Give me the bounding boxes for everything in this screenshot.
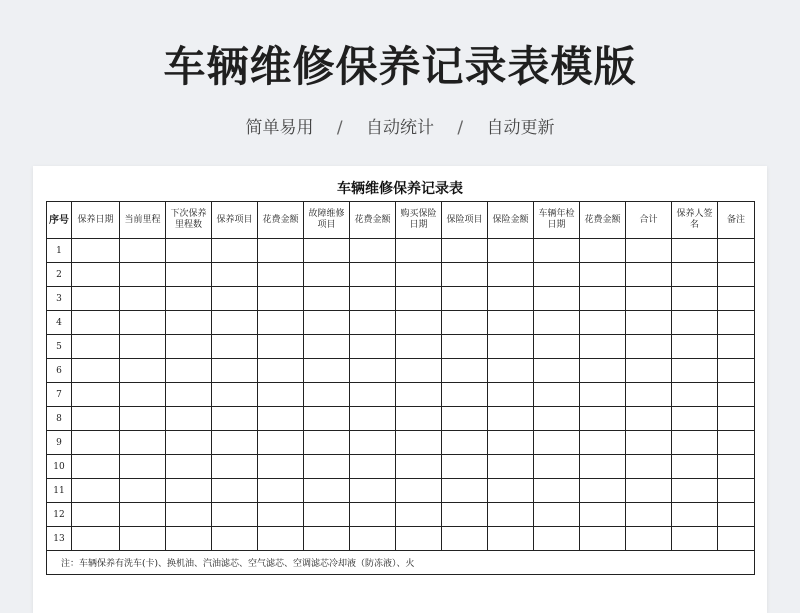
- table-cell[interactable]: [258, 503, 304, 527]
- table-cell[interactable]: [120, 383, 166, 407]
- table-cell[interactable]: [672, 527, 718, 551]
- column-header: 当前里程: [120, 202, 166, 239]
- table-cell[interactable]: [120, 335, 166, 359]
- table-cell[interactable]: [718, 503, 755, 527]
- table-cell[interactable]: [166, 503, 212, 527]
- table-note: 注：车辆保养有洗车(卡)、换机油、汽油滤芯、空气滤芯、空调滤芯冷却液（防冻液）、火: [47, 551, 755, 575]
- column-header: 合计: [626, 202, 672, 239]
- table-cell[interactable]: [166, 263, 212, 287]
- table-cell[interactable]: [304, 287, 350, 311]
- table-cell[interactable]: [396, 527, 442, 551]
- table-cell[interactable]: [258, 383, 304, 407]
- table-cell[interactable]: [672, 383, 718, 407]
- table-cell[interactable]: [258, 407, 304, 431]
- table-cell[interactable]: [396, 239, 442, 263]
- table-cell[interactable]: [580, 407, 626, 431]
- table-cell[interactable]: [488, 335, 534, 359]
- table-cell[interactable]: [166, 431, 212, 455]
- table-cell[interactable]: [350, 407, 396, 431]
- table-cell[interactable]: [534, 383, 580, 407]
- table-cell[interactable]: [212, 479, 258, 503]
- column-header-seq: 序号: [47, 202, 72, 239]
- table-cell[interactable]: [488, 431, 534, 455]
- table-cell[interactable]: [488, 287, 534, 311]
- table-cell[interactable]: [534, 479, 580, 503]
- table-cell[interactable]: [166, 287, 212, 311]
- column-header: 花费金额: [258, 202, 304, 239]
- record-table: [46, 201, 755, 575]
- column-header: 保养项目: [212, 202, 258, 239]
- table-cell[interactable]: [166, 527, 212, 551]
- row-number: 1: [47, 239, 72, 263]
- table-cell[interactable]: [396, 335, 442, 359]
- row-number: 4: [47, 311, 72, 335]
- table-cell[interactable]: [488, 527, 534, 551]
- table-cell[interactable]: [626, 383, 672, 407]
- table-cell[interactable]: [580, 263, 626, 287]
- table-cell[interactable]: [72, 527, 120, 551]
- table-cell[interactable]: [350, 527, 396, 551]
- table-cell[interactable]: [212, 503, 258, 527]
- table-cell[interactable]: [580, 527, 626, 551]
- table-cell[interactable]: [718, 407, 755, 431]
- table-cell[interactable]: [442, 287, 488, 311]
- table-row: [47, 263, 755, 287]
- table-row: [47, 335, 755, 359]
- table-cell[interactable]: [258, 311, 304, 335]
- table-cell[interactable]: [488, 311, 534, 335]
- table-cell[interactable]: [72, 335, 120, 359]
- table-cell[interactable]: [72, 407, 120, 431]
- table-cell[interactable]: [442, 455, 488, 479]
- column-header: 保养人签名: [672, 202, 718, 239]
- table-cell[interactable]: [534, 503, 580, 527]
- table-cell[interactable]: [442, 239, 488, 263]
- table-cell[interactable]: [718, 239, 755, 263]
- table-cell[interactable]: [396, 311, 442, 335]
- table-cell[interactable]: [304, 311, 350, 335]
- table-cell[interactable]: [626, 479, 672, 503]
- table-cell[interactable]: [396, 287, 442, 311]
- table-cell[interactable]: [258, 359, 304, 383]
- table-cell[interactable]: [258, 287, 304, 311]
- table-cell[interactable]: [258, 263, 304, 287]
- table-cell[interactable]: [304, 383, 350, 407]
- table-cell[interactable]: [396, 263, 442, 287]
- table-cell[interactable]: [534, 455, 580, 479]
- column-header: 保养日期: [72, 202, 120, 239]
- table-cell[interactable]: [304, 359, 350, 383]
- table-cell[interactable]: [626, 335, 672, 359]
- table-cell[interactable]: [350, 455, 396, 479]
- table-cell[interactable]: [120, 527, 166, 551]
- table-cell[interactable]: [626, 359, 672, 383]
- table-cell[interactable]: [672, 335, 718, 359]
- table-cell[interactable]: [212, 431, 258, 455]
- table-cell[interactable]: [534, 407, 580, 431]
- table-cell[interactable]: [580, 431, 626, 455]
- table-row: [47, 239, 755, 263]
- table-cell[interactable]: [72, 479, 120, 503]
- table-cell[interactable]: [534, 239, 580, 263]
- table-cell[interactable]: [580, 311, 626, 335]
- table-cell[interactable]: [534, 311, 580, 335]
- column-header: 购买保险日期: [396, 202, 442, 239]
- table-cell[interactable]: [212, 383, 258, 407]
- column-header: 车辆年检日期: [534, 202, 580, 239]
- table-cell[interactable]: [350, 287, 396, 311]
- table-cell[interactable]: [396, 455, 442, 479]
- table-cell[interactable]: [258, 455, 304, 479]
- table-cell[interactable]: [488, 479, 534, 503]
- table-cell[interactable]: [304, 479, 350, 503]
- table-cell[interactable]: [396, 431, 442, 455]
- table-cell[interactable]: [672, 455, 718, 479]
- table-cell[interactable]: [120, 359, 166, 383]
- table-cell[interactable]: [72, 239, 120, 263]
- table-cell[interactable]: [442, 263, 488, 287]
- table-cell[interactable]: [672, 311, 718, 335]
- table-cell[interactable]: [258, 431, 304, 455]
- table-cell[interactable]: [488, 407, 534, 431]
- table-cell[interactable]: [350, 359, 396, 383]
- table-cell[interactable]: [258, 479, 304, 503]
- table-cell[interactable]: [72, 431, 120, 455]
- table-cell[interactable]: [580, 479, 626, 503]
- table-cell[interactable]: [350, 503, 396, 527]
- table-cell[interactable]: [672, 287, 718, 311]
- table-cell[interactable]: [120, 407, 166, 431]
- table-cell[interactable]: [212, 263, 258, 287]
- column-header: 下次保养里程数: [166, 202, 212, 239]
- table-cell[interactable]: [120, 311, 166, 335]
- table-cell[interactable]: [442, 335, 488, 359]
- table-cell[interactable]: [166, 239, 212, 263]
- table-cell[interactable]: [626, 503, 672, 527]
- table-cell[interactable]: [72, 311, 120, 335]
- table-cell[interactable]: [212, 527, 258, 551]
- table-cell[interactable]: [580, 383, 626, 407]
- table-cell[interactable]: [212, 335, 258, 359]
- table-cell[interactable]: [166, 335, 212, 359]
- row-number: 9: [47, 431, 72, 455]
- table-cell[interactable]: [396, 503, 442, 527]
- table-cell[interactable]: [212, 287, 258, 311]
- row-number: 6: [47, 359, 72, 383]
- table-cell[interactable]: [718, 455, 755, 479]
- feature-tags: [0, 113, 800, 138]
- table-cell[interactable]: [672, 503, 718, 527]
- table-cell[interactable]: [350, 311, 396, 335]
- table-cell[interactable]: [626, 311, 672, 335]
- table-cell[interactable]: [718, 287, 755, 311]
- page-title: 车辆维修保养记录表模版: [163, 42, 637, 91]
- table-cell[interactable]: [166, 455, 212, 479]
- table-cell[interactable]: [718, 359, 755, 383]
- tag-separator: /: [336, 118, 343, 138]
- row-number: 8: [47, 407, 72, 431]
- row-number: 5: [47, 335, 72, 359]
- row-number: 10: [47, 455, 72, 479]
- table-cell[interactable]: [120, 503, 166, 527]
- column-header: 备注: [718, 202, 755, 239]
- table-cell[interactable]: [672, 239, 718, 263]
- table-cell[interactable]: [488, 239, 534, 263]
- table-cell[interactable]: [258, 527, 304, 551]
- column-header: 花费金额: [580, 202, 626, 239]
- table-cell[interactable]: [672, 479, 718, 503]
- table-cell[interactable]: [258, 239, 304, 263]
- table-cell[interactable]: [304, 407, 350, 431]
- table-cell[interactable]: [626, 407, 672, 431]
- table-cell[interactable]: [718, 311, 755, 335]
- table-cell[interactable]: [626, 431, 672, 455]
- table-cell[interactable]: [350, 431, 396, 455]
- table-body: [47, 239, 755, 551]
- table-cell[interactable]: [442, 527, 488, 551]
- table-cell[interactable]: [534, 287, 580, 311]
- column-header: 故障维修项目: [304, 202, 350, 239]
- header-row: [47, 202, 755, 239]
- table-cell[interactable]: [72, 455, 120, 479]
- table-row: [47, 311, 755, 335]
- table-cell[interactable]: [72, 359, 120, 383]
- table-cell[interactable]: [488, 263, 534, 287]
- row-number: 3: [47, 287, 72, 311]
- table-cell[interactable]: [72, 263, 120, 287]
- table-cell[interactable]: [350, 335, 396, 359]
- table-cell[interactable]: [120, 479, 166, 503]
- table-cell[interactable]: [534, 263, 580, 287]
- table-cell[interactable]: [120, 263, 166, 287]
- table-cell[interactable]: [166, 383, 212, 407]
- table-cell[interactable]: [304, 527, 350, 551]
- table-cell[interactable]: [396, 383, 442, 407]
- table-cell[interactable]: [120, 287, 166, 311]
- table-cell[interactable]: [304, 431, 350, 455]
- row-number: 11: [47, 479, 72, 503]
- table-row: [47, 479, 755, 503]
- table-cell[interactable]: [580, 287, 626, 311]
- table-row: [47, 503, 755, 527]
- table-cell[interactable]: [580, 335, 626, 359]
- table-cell[interactable]: [580, 359, 626, 383]
- table-cell[interactable]: [718, 479, 755, 503]
- table-cell[interactable]: [488, 383, 534, 407]
- table-cell[interactable]: [488, 359, 534, 383]
- sheet-title: 车辆维修保养记录表: [337, 181, 463, 197]
- table-cell[interactable]: [396, 359, 442, 383]
- table-cell[interactable]: [534, 431, 580, 455]
- table-cell[interactable]: [212, 359, 258, 383]
- table-cell[interactable]: [166, 407, 212, 431]
- table-cell[interactable]: [672, 431, 718, 455]
- table-cell[interactable]: [212, 455, 258, 479]
- row-number: 13: [47, 527, 72, 551]
- row-number: 2: [47, 263, 72, 287]
- table-cell[interactable]: [72, 287, 120, 311]
- table-cell[interactable]: [672, 407, 718, 431]
- table-row: [47, 383, 755, 407]
- feature-tag: 自动更新: [486, 118, 555, 138]
- table-cell[interactable]: [304, 503, 350, 527]
- table-row: [47, 527, 755, 551]
- table-row: [47, 287, 755, 311]
- table-cell[interactable]: [304, 335, 350, 359]
- table-cell[interactable]: [442, 431, 488, 455]
- table-cell[interactable]: [258, 335, 304, 359]
- table-cell[interactable]: [212, 239, 258, 263]
- table-row: [47, 455, 755, 479]
- table-cell[interactable]: [718, 527, 755, 551]
- table-cell[interactable]: [580, 239, 626, 263]
- table-cell[interactable]: [396, 479, 442, 503]
- table-cell[interactable]: [534, 359, 580, 383]
- table-cell[interactable]: [580, 503, 626, 527]
- table-cell[interactable]: [718, 263, 755, 287]
- table-cell[interactable]: [166, 359, 212, 383]
- table-cell[interactable]: [488, 455, 534, 479]
- table-cell[interactable]: [626, 455, 672, 479]
- table-cell[interactable]: [350, 479, 396, 503]
- table-cell[interactable]: [396, 407, 442, 431]
- table-cell[interactable]: [442, 311, 488, 335]
- table-cell[interactable]: [534, 335, 580, 359]
- table-cell[interactable]: [488, 503, 534, 527]
- table-cell[interactable]: [442, 503, 488, 527]
- table-cell[interactable]: [534, 527, 580, 551]
- feature-tag: 简单易用: [245, 118, 314, 138]
- table-cell[interactable]: [304, 263, 350, 287]
- table-cell[interactable]: [166, 479, 212, 503]
- column-header: 保险项目: [442, 202, 488, 239]
- record-sheet: [33, 166, 767, 613]
- table-cell[interactable]: [672, 359, 718, 383]
- note-row: [47, 551, 755, 575]
- table-cell[interactable]: [626, 239, 672, 263]
- table-cell[interactable]: [304, 455, 350, 479]
- table-cell[interactable]: [718, 431, 755, 455]
- tag-separator: /: [457, 118, 464, 138]
- feature-tag: 自动统计: [366, 118, 434, 138]
- table-cell[interactable]: [72, 503, 120, 527]
- table-cell[interactable]: [120, 431, 166, 455]
- table-cell[interactable]: [120, 239, 166, 263]
- table-cell[interactable]: [626, 527, 672, 551]
- row-number: 12: [47, 503, 72, 527]
- column-header: 花费金额: [350, 202, 396, 239]
- table-cell[interactable]: [672, 263, 718, 287]
- table-cell[interactable]: [166, 311, 212, 335]
- table-cell[interactable]: [718, 335, 755, 359]
- table-cell[interactable]: [442, 359, 488, 383]
- table-cell[interactable]: [212, 407, 258, 431]
- column-header: 保险金额: [488, 202, 534, 239]
- table-cell[interactable]: [212, 311, 258, 335]
- row-number: 7: [47, 383, 72, 407]
- table-row: [47, 431, 755, 455]
- table-cell[interactable]: [442, 407, 488, 431]
- table-cell[interactable]: [120, 455, 166, 479]
- table-cell[interactable]: [442, 383, 488, 407]
- table-cell[interactable]: [304, 239, 350, 263]
- table-cell[interactable]: [626, 263, 672, 287]
- table-cell[interactable]: [350, 383, 396, 407]
- table-cell[interactable]: [350, 239, 396, 263]
- table-cell[interactable]: [442, 479, 488, 503]
- table-cell[interactable]: [72, 383, 120, 407]
- table-cell[interactable]: [350, 263, 396, 287]
- table-row: [47, 407, 755, 431]
- table-cell[interactable]: [580, 455, 626, 479]
- table-cell[interactable]: [718, 383, 755, 407]
- table-row: [47, 359, 755, 383]
- table-cell[interactable]: [626, 287, 672, 311]
